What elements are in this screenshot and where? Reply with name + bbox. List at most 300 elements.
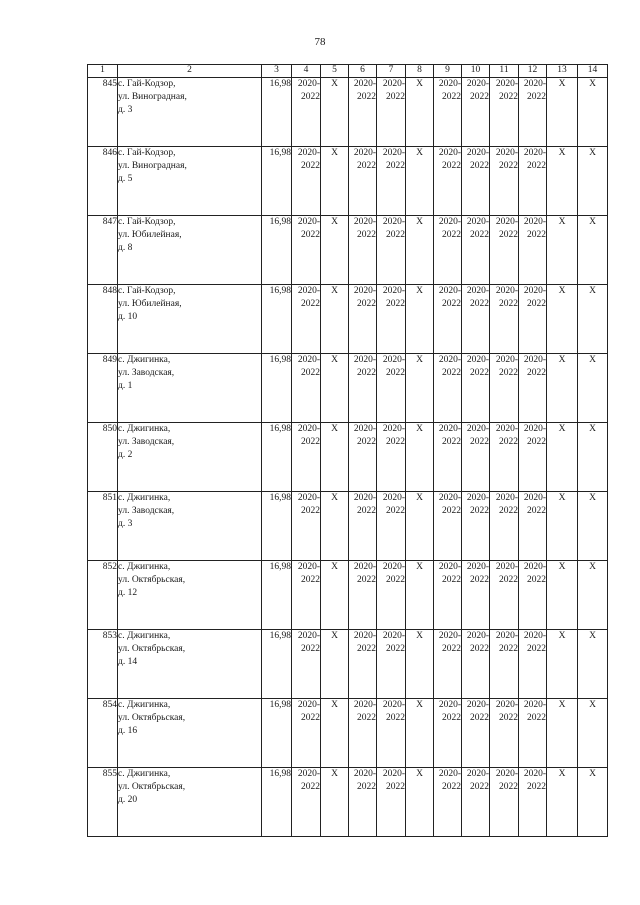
row-number: 845 [88,78,118,147]
period-line: 2020- [438,79,461,89]
period-line: 2022 [442,575,461,585]
period-cell [490,78,519,147]
not-applicable-mark: X [406,492,434,561]
period-line: 2022 [442,437,461,447]
address-cell [118,561,262,630]
period-line: 2022 [386,368,405,378]
period-cell [434,78,462,147]
period-line: 2020- [523,562,546,572]
period-line: 2022 [357,506,376,516]
period-cell [349,630,377,699]
period-line: 2020- [382,355,405,365]
address-line: с. Гай-Кодзор, [118,148,176,158]
period-line: 2022 [470,299,489,309]
period-line: 2022 [470,575,489,585]
period-line: 2020- [466,700,489,710]
address-line: д. 16 [118,726,138,736]
address-cell [118,78,262,147]
housing-register-table [87,64,608,837]
not-applicable-mark: X [578,354,608,423]
period-line: 2022 [357,437,376,447]
period-cell [349,561,377,630]
period-cell [490,561,519,630]
table-body [88,78,608,837]
table-row [88,492,608,561]
address-line: ул. Октябрьская, [118,644,186,654]
period-line: 2020- [382,286,405,296]
not-applicable-mark: X [321,354,349,423]
table-row [88,630,608,699]
row-number: 854 [88,699,118,768]
period-line: 2020- [495,700,518,710]
period-line: 2022 [301,161,320,171]
not-applicable-mark: X [406,423,434,492]
period-cell [434,423,462,492]
not-applicable-mark: X [547,699,578,768]
period-cell [519,630,547,699]
cost-cell: 16,98 [262,354,292,423]
period-cell [377,423,406,492]
period-cell [462,78,490,147]
not-applicable-mark: X [547,216,578,285]
not-applicable-mark: X [321,285,349,354]
period-cell [292,147,321,216]
period-line: 2022 [442,782,461,792]
address-line: с. Гай-Кодзор, [118,286,176,296]
row-number: 851 [88,492,118,561]
period-cell [349,768,377,837]
period-line: 2022 [527,161,546,171]
period-cell [490,354,519,423]
period-line: 2020- [353,700,376,710]
address-cell [118,630,262,699]
address-cell [118,699,262,768]
address-line: д. 14 [118,657,138,667]
period-line: 2022 [301,713,320,723]
period-cell [490,630,519,699]
address-cell [118,768,262,837]
address-cell [118,147,262,216]
period-cell [292,768,321,837]
address-line: ул. Юбилейная, [118,299,182,309]
period-line: 2020- [466,769,489,779]
not-applicable-mark: X [547,78,578,147]
period-line: 2020- [495,631,518,641]
cost-cell: 16,98 [262,561,292,630]
not-applicable-mark: X [578,78,608,147]
address-line: с. Гай-Кодзор, [118,79,176,89]
address-line: ул. Заводская, [118,368,175,378]
period-cell [292,423,321,492]
period-cell [349,354,377,423]
period-cell [462,147,490,216]
table-row [88,354,608,423]
address-line: д. 3 [118,519,133,529]
not-applicable-mark: X [406,630,434,699]
period-cell [349,78,377,147]
not-applicable-mark: X [578,768,608,837]
row-number: 848 [88,285,118,354]
period-line: 2020- [353,286,376,296]
period-line: 2022 [357,368,376,378]
period-line: 2020- [297,631,320,641]
period-line: 2022 [470,230,489,240]
period-cell [434,354,462,423]
period-cell [519,78,547,147]
period-cell [292,354,321,423]
period-line: 2020- [353,493,376,503]
column-header: 4 [292,65,321,78]
cost-cell: 16,98 [262,285,292,354]
address-line: д. 1 [118,381,133,391]
not-applicable-mark: X [578,423,608,492]
period-line: 2020- [297,769,320,779]
period-cell [349,147,377,216]
period-line: 2020- [438,769,461,779]
period-line: 2022 [442,644,461,654]
not-applicable-mark: X [547,285,578,354]
cost-cell: 16,98 [262,699,292,768]
period-line: 2022 [357,230,376,240]
period-line: 2022 [442,92,461,102]
column-header: 2 [118,65,262,78]
period-line: 2022 [301,368,320,378]
period-cell [377,285,406,354]
page-number: 78 [314,36,326,48]
period-cell [490,768,519,837]
not-applicable-mark: X [578,147,608,216]
period-cell [349,423,377,492]
period-line: 2022 [470,161,489,171]
period-line: 2022 [386,161,405,171]
period-line: 2020- [523,148,546,158]
period-line: 2020- [466,493,489,503]
period-cell [377,78,406,147]
period-line: 2022 [301,437,320,447]
period-cell [519,699,547,768]
period-line: 2020- [353,79,376,89]
period-cell [434,630,462,699]
period-line: 2022 [386,644,405,654]
period-line: 2020- [382,769,405,779]
period-line: 2022 [470,506,489,516]
period-line: 2020- [523,700,546,710]
address-line: с. Джигинка, [118,700,171,710]
period-line: 2020- [438,631,461,641]
period-line: 2020- [438,424,461,434]
period-line: 2022 [527,368,546,378]
table-row [88,216,608,285]
period-line: 2020- [382,217,405,227]
period-line: 2020- [438,493,461,503]
not-applicable-mark: X [321,216,349,285]
period-line: 2020- [297,286,320,296]
period-cell [462,492,490,561]
period-line: 2022 [442,161,461,171]
period-line: 2022 [499,299,518,309]
row-number: 852 [88,561,118,630]
period-cell [292,285,321,354]
period-cell [349,492,377,561]
address-line: с. Джигинка, [118,424,171,434]
period-line: 2020- [382,493,405,503]
not-applicable-mark: X [321,78,349,147]
period-cell [490,147,519,216]
period-cell [462,561,490,630]
not-applicable-mark: X [547,147,578,216]
period-line: 2022 [499,713,518,723]
period-cell [292,561,321,630]
period-line: 2020- [495,424,518,434]
period-line: 2020- [438,562,461,572]
not-applicable-mark: X [406,699,434,768]
period-line: 2020- [466,148,489,158]
not-applicable-mark: X [406,285,434,354]
period-line: 2020- [438,148,461,158]
table-row [88,78,608,147]
period-line: 2022 [357,161,376,171]
not-applicable-mark: X [547,630,578,699]
row-number: 853 [88,630,118,699]
period-line: 2022 [357,299,376,309]
table-row [88,423,608,492]
period-cell [462,630,490,699]
period-cell [292,216,321,285]
period-line: 2020- [466,286,489,296]
period-line: 2020- [382,562,405,572]
period-line: 2020- [353,217,376,227]
period-cell [434,492,462,561]
period-line: 2020- [523,217,546,227]
address-cell [118,423,262,492]
period-line: 2022 [301,506,320,516]
period-line: 2022 [442,368,461,378]
address-line: с. Джигинка, [118,562,171,572]
table-header [88,65,608,78]
address-line: с. Джигинка, [118,631,171,641]
period-line: 2022 [499,92,518,102]
period-line: 2022 [386,299,405,309]
not-applicable-mark: X [406,561,434,630]
period-line: 2022 [499,437,518,447]
period-cell [490,285,519,354]
address-line: д. 8 [118,243,133,253]
period-line: 2022 [386,782,405,792]
period-line: 2020- [353,769,376,779]
address-line: с. Гай-Кодзор, [118,217,176,227]
address-cell [118,354,262,423]
period-line: 2022 [470,644,489,654]
address-line: ул. Октябрьская, [118,713,186,723]
cost-cell: 16,98 [262,630,292,699]
period-line: 2022 [357,92,376,102]
period-line: 2020- [297,355,320,365]
period-line: 2020- [495,217,518,227]
period-line: 2022 [301,230,320,240]
period-line: 2020- [495,286,518,296]
column-header: 13 [547,65,578,78]
period-line: 2020- [297,424,320,434]
period-line: 2022 [386,92,405,102]
not-applicable-mark: X [406,354,434,423]
period-line: 2022 [442,506,461,516]
period-cell [292,492,321,561]
period-cell [377,216,406,285]
period-line: 2022 [301,644,320,654]
column-header: 7 [377,65,406,78]
column-header: 5 [321,65,349,78]
cost-cell: 16,98 [262,423,292,492]
period-line: 2022 [386,713,405,723]
period-cell [434,147,462,216]
not-applicable-mark: X [321,768,349,837]
period-line: 2022 [527,575,546,585]
period-line: 2020- [466,217,489,227]
period-line: 2020- [495,769,518,779]
address-cell [118,285,262,354]
period-cell [377,492,406,561]
not-applicable-mark: X [578,216,608,285]
table-row [88,561,608,630]
period-line: 2020- [466,355,489,365]
period-cell [292,630,321,699]
period-cell [462,423,490,492]
period-cell [377,630,406,699]
period-line: 2020- [297,562,320,572]
period-line: 2020- [353,355,376,365]
table-row [88,768,608,837]
period-line: 2022 [499,230,518,240]
period-line: 2022 [442,713,461,723]
row-number: 850 [88,423,118,492]
period-line: 2022 [357,782,376,792]
period-line: 2020- [523,286,546,296]
period-line: 2022 [499,161,518,171]
period-line: 2022 [527,299,546,309]
table-row [88,147,608,216]
address-line: д. 5 [118,174,133,184]
period-cell [519,561,547,630]
period-line: 2022 [301,299,320,309]
row-number: 849 [88,354,118,423]
period-cell [519,147,547,216]
row-number: 846 [88,147,118,216]
cost-cell: 16,98 [262,216,292,285]
period-line: 2020- [438,355,461,365]
not-applicable-mark: X [321,699,349,768]
address-line: ул. Заводская, [118,506,175,516]
period-line: 2022 [386,575,405,585]
not-applicable-mark: X [406,768,434,837]
not-applicable-mark: X [321,423,349,492]
period-cell [519,285,547,354]
not-applicable-mark: X [578,699,608,768]
period-line: 2022 [527,92,546,102]
period-line: 2022 [527,713,546,723]
table-row [88,699,608,768]
period-cell [349,216,377,285]
period-line: 2022 [470,782,489,792]
period-line: 2020- [382,148,405,158]
period-line: 2020- [438,700,461,710]
period-line: 2020- [495,79,518,89]
not-applicable-mark: X [321,492,349,561]
period-line: 2020- [382,424,405,434]
column-header: 9 [434,65,462,78]
not-applicable-mark: X [578,285,608,354]
address-line: д. 10 [118,312,138,322]
period-line: 2022 [499,506,518,516]
column-header: 10 [462,65,490,78]
period-cell [434,699,462,768]
period-cell [434,216,462,285]
period-cell [462,768,490,837]
address-cell [118,492,262,561]
address-line: с. Джигинка, [118,769,171,779]
period-cell [519,216,547,285]
column-header: 3 [262,65,292,78]
not-applicable-mark: X [321,561,349,630]
period-line: 2020- [495,493,518,503]
period-line: 2020- [495,562,518,572]
period-line: 2022 [357,575,376,585]
period-line: 2020- [523,493,546,503]
period-line: 2022 [527,506,546,516]
not-applicable-mark: X [321,147,349,216]
period-line: 2022 [442,299,461,309]
table-row [88,285,608,354]
period-line: 2022 [499,644,518,654]
period-line: 2022 [470,437,489,447]
period-line: 2022 [386,230,405,240]
period-cell [434,285,462,354]
period-cell [377,561,406,630]
period-cell [434,768,462,837]
period-line: 2020- [438,286,461,296]
period-line: 2020- [297,217,320,227]
period-cell [292,78,321,147]
period-cell [434,561,462,630]
period-line: 2022 [386,437,405,447]
period-line: 2022 [301,575,320,585]
period-line: 2022 [470,368,489,378]
not-applicable-mark: X [406,78,434,147]
column-header: 12 [519,65,547,78]
period-line: 2022 [527,437,546,447]
address-line: ул. Виноградная, [118,92,187,102]
address-line: ул. Заводская, [118,437,175,447]
period-cell [519,768,547,837]
address-line: д. 2 [118,450,133,460]
header-row [88,65,608,78]
period-line: 2020- [466,79,489,89]
column-header: 8 [406,65,434,78]
period-cell [377,768,406,837]
not-applicable-mark: X [578,492,608,561]
not-applicable-mark: X [547,561,578,630]
period-line: 2020- [495,148,518,158]
period-line: 2020- [297,493,320,503]
not-applicable-mark: X [547,492,578,561]
not-applicable-mark: X [578,630,608,699]
period-line: 2022 [301,782,320,792]
not-applicable-mark: X [547,768,578,837]
period-cell [462,354,490,423]
period-line: 2020- [353,631,376,641]
period-cell [519,354,547,423]
row-number: 847 [88,216,118,285]
period-line: 2022 [527,230,546,240]
